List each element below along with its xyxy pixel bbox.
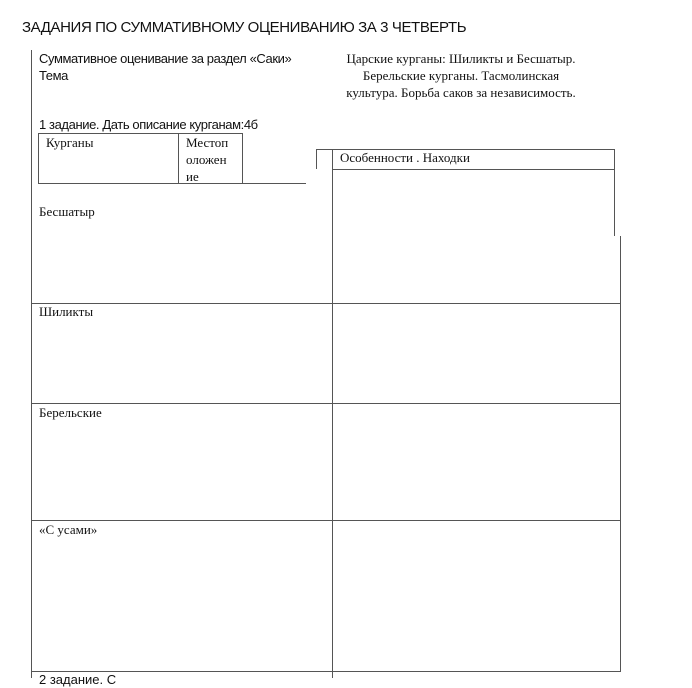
row-label-shilikty: Шиликты: [39, 304, 94, 319]
header-location: [186, 134, 228, 185]
row-label-s-usami: «С усами»: [39, 522, 98, 537]
header-location-line-2: оложен: [186, 152, 227, 167]
page-heading: ЗАДАНИЯ ПО СУММАТИВНОМУ ОЦЕНИВАНИЮ ЗА 3 ЧЕТВЕРТЬ: [22, 19, 467, 36]
header-features: Особенности . Находки: [340, 150, 470, 165]
row-divider-1: [31, 303, 621, 304]
small-table-right-line: [242, 133, 243, 184]
header-location-line-1: Местоп: [186, 135, 229, 150]
section-title: Суммативное оценивание за раздел «Саки»: [39, 51, 292, 66]
main-right-border: [620, 236, 621, 672]
small-table-mid-line: [178, 133, 179, 184]
header-kurgany: Курганы: [46, 135, 94, 150]
topic-line-1: Царские курганы: Шиликты и Бесшатыр.: [346, 51, 576, 66]
row-divider-3: [31, 520, 621, 521]
header-location-line-3: ие: [186, 169, 199, 184]
small-table-left-line: [38, 133, 39, 184]
topic-line-3: культура. Борьба саков за независимость.: [346, 85, 576, 100]
features-left-tick: [316, 149, 317, 169]
task-2-title-cutoff: 2 задание. С: [39, 672, 117, 687]
row-divider-bottom: [31, 671, 621, 672]
main-middle-divider: [332, 149, 333, 678]
row-label-berel: Берельские: [39, 405, 102, 420]
features-right-line: [614, 149, 615, 236]
section-label: [39, 50, 291, 84]
small-table-bottom-line: [38, 183, 306, 184]
section-topic-label: Тема: [39, 68, 69, 83]
row-divider-2: [31, 403, 621, 404]
features-under-line: [332, 169, 615, 170]
topic-text: [330, 50, 592, 101]
topic-line-2: Берельские курганы. Тасмолинская: [362, 68, 560, 83]
task-1-title: 1 задание. Дать описание курганам:4б: [39, 117, 258, 132]
main-left-border: [31, 50, 32, 678]
row-label-besshatyr: Бесшатыр: [39, 204, 95, 219]
